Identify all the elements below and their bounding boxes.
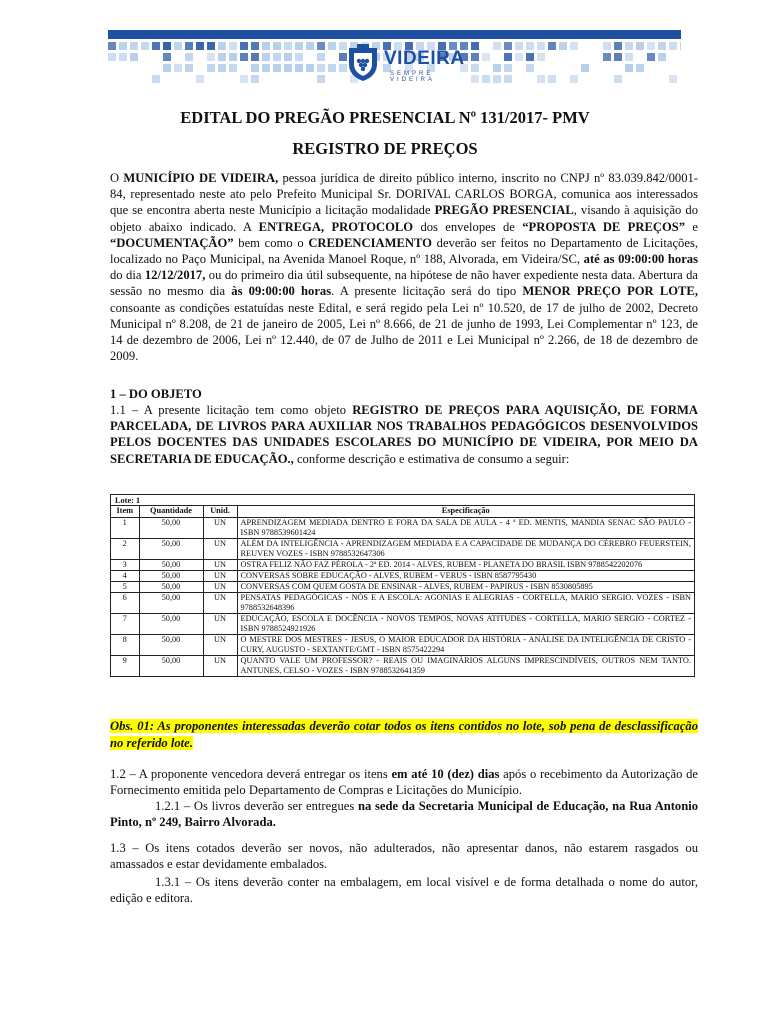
banner-square	[493, 75, 501, 83]
banner-square	[636, 64, 644, 72]
cell-unid: UN	[203, 613, 237, 634]
cell-item: 2	[111, 538, 139, 559]
banner-square	[504, 75, 512, 83]
banner-square	[328, 42, 336, 50]
banner-square	[185, 42, 193, 50]
cell-item: 4	[111, 570, 139, 581]
text-run: até as 09:00:00 horas	[583, 252, 698, 267]
text-run: , visando à aquisição do objeto abaixo indicado. A	[110, 203, 698, 234]
banner-square	[152, 75, 160, 83]
items-table	[110, 494, 695, 677]
cell-quantidade: 50,00	[139, 592, 203, 613]
text-run: consoante as condições estatuídas neste Edital, e será regido pela Lei nº 10.520, de 17 de julho de 2002, Decreto Municipal nº 8.208, de 21 de janeiro de 2005, Lei nº 8.666, de 21 de junho de 1993, Lei Complementar nº 123, de 14 de dezembro de 2006, Lei nº 12.440, de 07 de Julho de 2011 e Lei Municipal nº 2.266, de 18 de dezembro de 2009.	[110, 300, 698, 364]
banner-square	[647, 42, 655, 50]
banner-square	[218, 64, 226, 72]
table-row	[111, 655, 694, 676]
banner-square	[262, 53, 270, 61]
document-title: EDITAL DO PREGÃO PRESENCIAL Nº 131/2017- PMV	[180, 108, 590, 127]
text-run: na sede da Secretaria Municipal de Educação, na Rua Antonio Pinto, nº 249, Bairro Alvorada.	[110, 799, 698, 830]
logo-subtitle: SEMPRE VIDEIRA	[390, 71, 436, 83]
text-run: em até 10 (dez) dias	[391, 767, 500, 781]
cell-unid: UN	[203, 592, 237, 613]
text-run: bem como o	[233, 235, 309, 250]
cell-item: 9	[111, 655, 139, 676]
text-run: MUNICÍPIO DE VIDEIRA,	[123, 171, 279, 185]
banner-square	[284, 42, 292, 50]
banner-square	[196, 75, 204, 83]
col-header-unid: Unid.	[203, 506, 237, 517]
banner-square	[669, 75, 677, 83]
cell-quantidade: 50,00	[139, 559, 203, 570]
item-1-2-1	[110, 798, 698, 830]
banner-square	[559, 42, 567, 50]
cell-especificacao: CONVERSAS SOBRE EDUCAÇÃO - ALVES, RUBEM - VERUS - ISBN 8587795430	[237, 570, 694, 581]
banner-square	[119, 42, 127, 50]
banner-square	[284, 64, 292, 72]
cell-especificacao: PENSATAS PEDAGÓGICAS - NÓS E A ESCOLA: AGONIAS E ALEGRIAS - CORTELLA, MARIO SERGIO. VOZES - ISBN 9788532648396	[237, 592, 694, 613]
banner-square	[482, 53, 490, 61]
banner-square	[317, 64, 325, 72]
text-run: “DOCUMENTAÇÃO”	[110, 235, 234, 250]
table-row	[111, 559, 694, 570]
table-row	[111, 570, 694, 581]
banner-square	[218, 42, 226, 50]
cell-especificacao: OSTRA FELIZ NÃO FAZ PÉROLA - 2ª ED. 2014 - ALVES, RUBEM - PLANETA DO BRASIL ISBN 9788542202076	[237, 559, 694, 570]
banner-square	[504, 64, 512, 72]
banner-square	[570, 75, 578, 83]
document-subtitle: REGISTRO DE PREÇOS	[292, 139, 478, 158]
table-row	[111, 634, 694, 655]
banner-square	[658, 42, 666, 50]
banner-square	[317, 75, 325, 83]
banner-square	[295, 42, 303, 50]
col-header-item: Item	[111, 506, 139, 517]
cell-unid: UN	[203, 581, 237, 592]
cell-item: 7	[111, 613, 139, 634]
banner-square	[317, 42, 325, 50]
cell-especificacao: EDUCAÇÃO, ESCOLA E DOCÊNCIA - NOVOS TEMPOS, NOVAS ATITUDES - CORTELLA, MARIO SERGIO - CORTEZ - ISBN 9788524921926	[237, 613, 694, 634]
banner-square	[251, 42, 259, 50]
cell-especificacao: CONVERSAS COM QUEM GOSTA DE ENSINAR - ALVES, RUBEM - PAPIRUS - ISBN 8530805895	[237, 581, 694, 592]
banner-square	[537, 75, 545, 83]
banner-square	[614, 42, 622, 50]
banner-square	[174, 42, 182, 50]
banner-square	[515, 53, 523, 61]
lote-label: Lote: 1	[111, 495, 694, 506]
text-run: e	[685, 219, 698, 234]
banner-square	[570, 42, 578, 50]
banner-square	[185, 53, 193, 61]
text-run: 12/12/2017,	[144, 268, 206, 283]
banner-square	[537, 53, 545, 61]
banner-square	[119, 53, 127, 61]
banner-square	[548, 75, 556, 83]
text-run: deverão ser feitos no Departamento de Licitações, localizado no Paço Municipal, na Avenida Manoel Roque, nº 188, Alvorada, em Videira/SC,	[110, 235, 698, 267]
banner-square	[504, 42, 512, 50]
banner-square	[163, 53, 171, 61]
banner-square	[306, 64, 314, 72]
cell-unid: UN	[203, 559, 237, 570]
banner-square	[185, 64, 193, 72]
cell-unid: UN	[203, 634, 237, 655]
text-run: O	[110, 171, 124, 185]
banner-square	[647, 53, 655, 61]
banner-square	[636, 42, 644, 50]
cell-especificacao: APRENDIZAGEM MEDIADA DENTRO E FORA DA SALA DE AULA - 4 ª ED. MENTIS, MANDIA SENAC SÃO PAULO - ISBN 9788539601424	[237, 517, 694, 538]
table-row	[111, 517, 694, 538]
banner-square	[603, 42, 611, 50]
banner-square	[229, 42, 237, 50]
banner-square	[493, 64, 501, 72]
banner-square	[680, 42, 681, 50]
banner-square	[251, 75, 259, 83]
text-run: do dia	[110, 268, 145, 283]
banner-square	[295, 64, 303, 72]
banner-square	[240, 53, 248, 61]
crest-icon	[346, 44, 380, 82]
banner-square	[526, 53, 534, 61]
cell-especificacao: ALÉM DA INTELIGÊNCIA - APRENDIZAGEM MEDIADA E A CAPACIDADE DE MUDANÇA DO CÉREBRO FEUERSTEIN, REUVEN VOZES - ISBN 9788532647306	[237, 538, 694, 559]
cell-item: 1	[111, 517, 139, 538]
text-run: pessoa jurídica de direito público interno, inscrito no CNPJ nº 83.039.842/0001-84, representado neste ato pelo Prefeito Municipal Sr. DORIVAL CARLOS BORGA, comunica aos interessados que se encontra aberta neste Município a licitação modalidade	[110, 171, 698, 218]
banner-square	[108, 53, 116, 61]
text-run: ENTREGA, PROTOCOLO	[258, 219, 414, 234]
banner-square	[482, 75, 490, 83]
cell-especificacao: QUANTO VALE UM PROFESSOR? - REAIS OU IMAGINÁRIOS ALGUNS IMPRESCINDÍVEIS, OUTROS NEM TANTO. ANTUNES, CELSO - VOZES - ISBN 9788532641359	[237, 655, 694, 676]
banner-square	[262, 64, 270, 72]
col-header-especificacao: Especificação	[237, 506, 694, 517]
text-run: “PROPOSTA DE PREÇOS”	[522, 219, 686, 234]
banner-square	[130, 42, 138, 50]
banner-square	[526, 42, 534, 50]
cell-quantidade: 50,00	[139, 581, 203, 592]
item-1-2	[110, 766, 698, 798]
banner-square	[504, 53, 512, 61]
banner-square	[625, 64, 633, 72]
videira-logo	[342, 44, 482, 84]
text-run: após o recebimento da Autorização de Fornecimento emitida pelo Departamento de Compras e Licitações do Município.	[110, 767, 698, 798]
text-run: 1.1 – A presente licitação tem como objeto	[110, 403, 353, 417]
banner-square	[614, 53, 622, 61]
banner-square	[240, 75, 248, 83]
banner-square	[306, 42, 314, 50]
cell-unid: UN	[203, 538, 237, 559]
cell-quantidade: 50,00	[139, 538, 203, 559]
banner-square	[163, 64, 171, 72]
banner-square	[515, 42, 523, 50]
object-paragraph	[110, 402, 698, 467]
table-row	[111, 581, 694, 592]
banner-square	[273, 53, 281, 61]
text-run: às 09:00:00 horas	[231, 284, 332, 299]
banner-square	[603, 53, 611, 61]
banner-square	[240, 42, 248, 50]
banner-square	[229, 64, 237, 72]
banner-square	[207, 53, 215, 61]
text-run: 1.2.1 – Os livros deverão ser entregues	[155, 799, 358, 813]
banner-square	[273, 42, 281, 50]
banner-square	[152, 42, 160, 50]
banner-square	[273, 64, 281, 72]
obs-highlight: Obs. 01: As proponentes interessadas deverão cotar todos os itens contidos no lote, sob pena de desclassificação no referido lote.	[110, 719, 698, 750]
banner-square	[625, 42, 633, 50]
banner-square	[130, 53, 138, 61]
section-heading-objeto: 1 – DO OBJETO	[110, 387, 202, 401]
banner-square	[251, 64, 259, 72]
cell-quantidade: 50,00	[139, 570, 203, 581]
cell-quantidade: 50,00	[139, 517, 203, 538]
cell-quantidade: 50,00	[139, 655, 203, 676]
item-1-3: 1.3 – Os itens cotados deverão ser novos, não adulterados, não apresentar danos, não estarem rasgados ou amassados e estar devidamente embalados.	[110, 841, 698, 872]
banner-square	[317, 53, 325, 61]
banner-square	[108, 42, 116, 50]
text-run: dos envelopes de	[413, 219, 523, 234]
banner-square	[669, 42, 677, 50]
banner-square	[284, 53, 292, 61]
intro-paragraph	[110, 170, 698, 364]
banner-square	[295, 53, 303, 61]
banner-square	[537, 42, 545, 50]
cell-unid: UN	[203, 570, 237, 581]
text-run: CREDENCIAMENTO	[308, 235, 432, 250]
banner-square	[141, 42, 149, 50]
text-run: ou do primeiro dia útil subsequente, na hipótese de não haver expediente nesta data. Abertura da sessão no mesmo dia	[110, 268, 698, 299]
table-row	[111, 592, 694, 613]
banner-square	[163, 42, 171, 50]
banner-square	[207, 42, 215, 50]
table-row	[111, 613, 694, 634]
banner-square	[526, 64, 534, 72]
cell-quantidade: 50,00	[139, 634, 203, 655]
logo-wordmark: VIDEIRA	[384, 48, 465, 69]
header-bar	[108, 30, 681, 39]
banner-square	[493, 42, 501, 50]
banner-square	[581, 64, 589, 72]
banner-square	[658, 53, 666, 61]
cell-item: 5	[111, 581, 139, 592]
cell-quantidade: 50,00	[139, 613, 203, 634]
banner-square	[174, 64, 182, 72]
banner-square	[251, 53, 259, 61]
text-run: PREGÃO PRESENCIAL	[434, 203, 574, 218]
banner-square	[229, 53, 237, 61]
banner-square	[625, 53, 633, 61]
item-1-3-1: 1.3.1 – Os itens deverão conter na embalagem, em local visível e de forma detalhada o nome do autor, edição e editora.	[110, 875, 698, 906]
table-row	[111, 538, 694, 559]
text-run: conforme descrição e estimativa de consumo a seguir:	[293, 451, 570, 466]
obs-note	[110, 718, 698, 752]
banner-square	[262, 42, 270, 50]
text-run: MENOR PREÇO POR LOTE,	[522, 284, 698, 299]
cell-item: 3	[111, 559, 139, 570]
text-run: . A presente licitação será do tipo	[331, 284, 523, 299]
banner-square	[207, 64, 215, 72]
cell-item: 6	[111, 592, 139, 613]
cell-unid: UN	[203, 655, 237, 676]
cell-especificacao: O MESTRE DOS MESTRES - JESUS, O MAIOR EDUCADOR DA HISTÓRIA - ANÁLISE DA INTELIGÊNCIA DE CRISTO - CURY, AUGUSTO - SEXTANTE/GMT - ISBN 8575422294	[237, 634, 694, 655]
banner-square	[328, 64, 336, 72]
text-run: 1.2 – A proponente vencedora deverá entregar os itens	[110, 767, 392, 781]
banner-square	[196, 42, 204, 50]
col-header-quantidade: Quantidade	[139, 506, 203, 517]
cell-item: 8	[111, 634, 139, 655]
banner-square	[614, 75, 622, 83]
text-run: REGISTRO DE PREÇOS PARA AQUISIÇÃO, DE FORMA PARCELADA, DE LIVROS PARA AUXILIAR NOS TRABALHOS PEDAGÓGICOS DESENVOLVIDOS PELOS DOCENTES DAS UNIDADES ESCOLARES DO MUNICÍPIO DE VIDEIRA, POR MEIO DA SECRETARIA DE EDUCAÇÃO.,	[110, 403, 698, 466]
cell-unid: UN	[203, 517, 237, 538]
banner-square	[548, 42, 556, 50]
banner-square	[218, 53, 226, 61]
